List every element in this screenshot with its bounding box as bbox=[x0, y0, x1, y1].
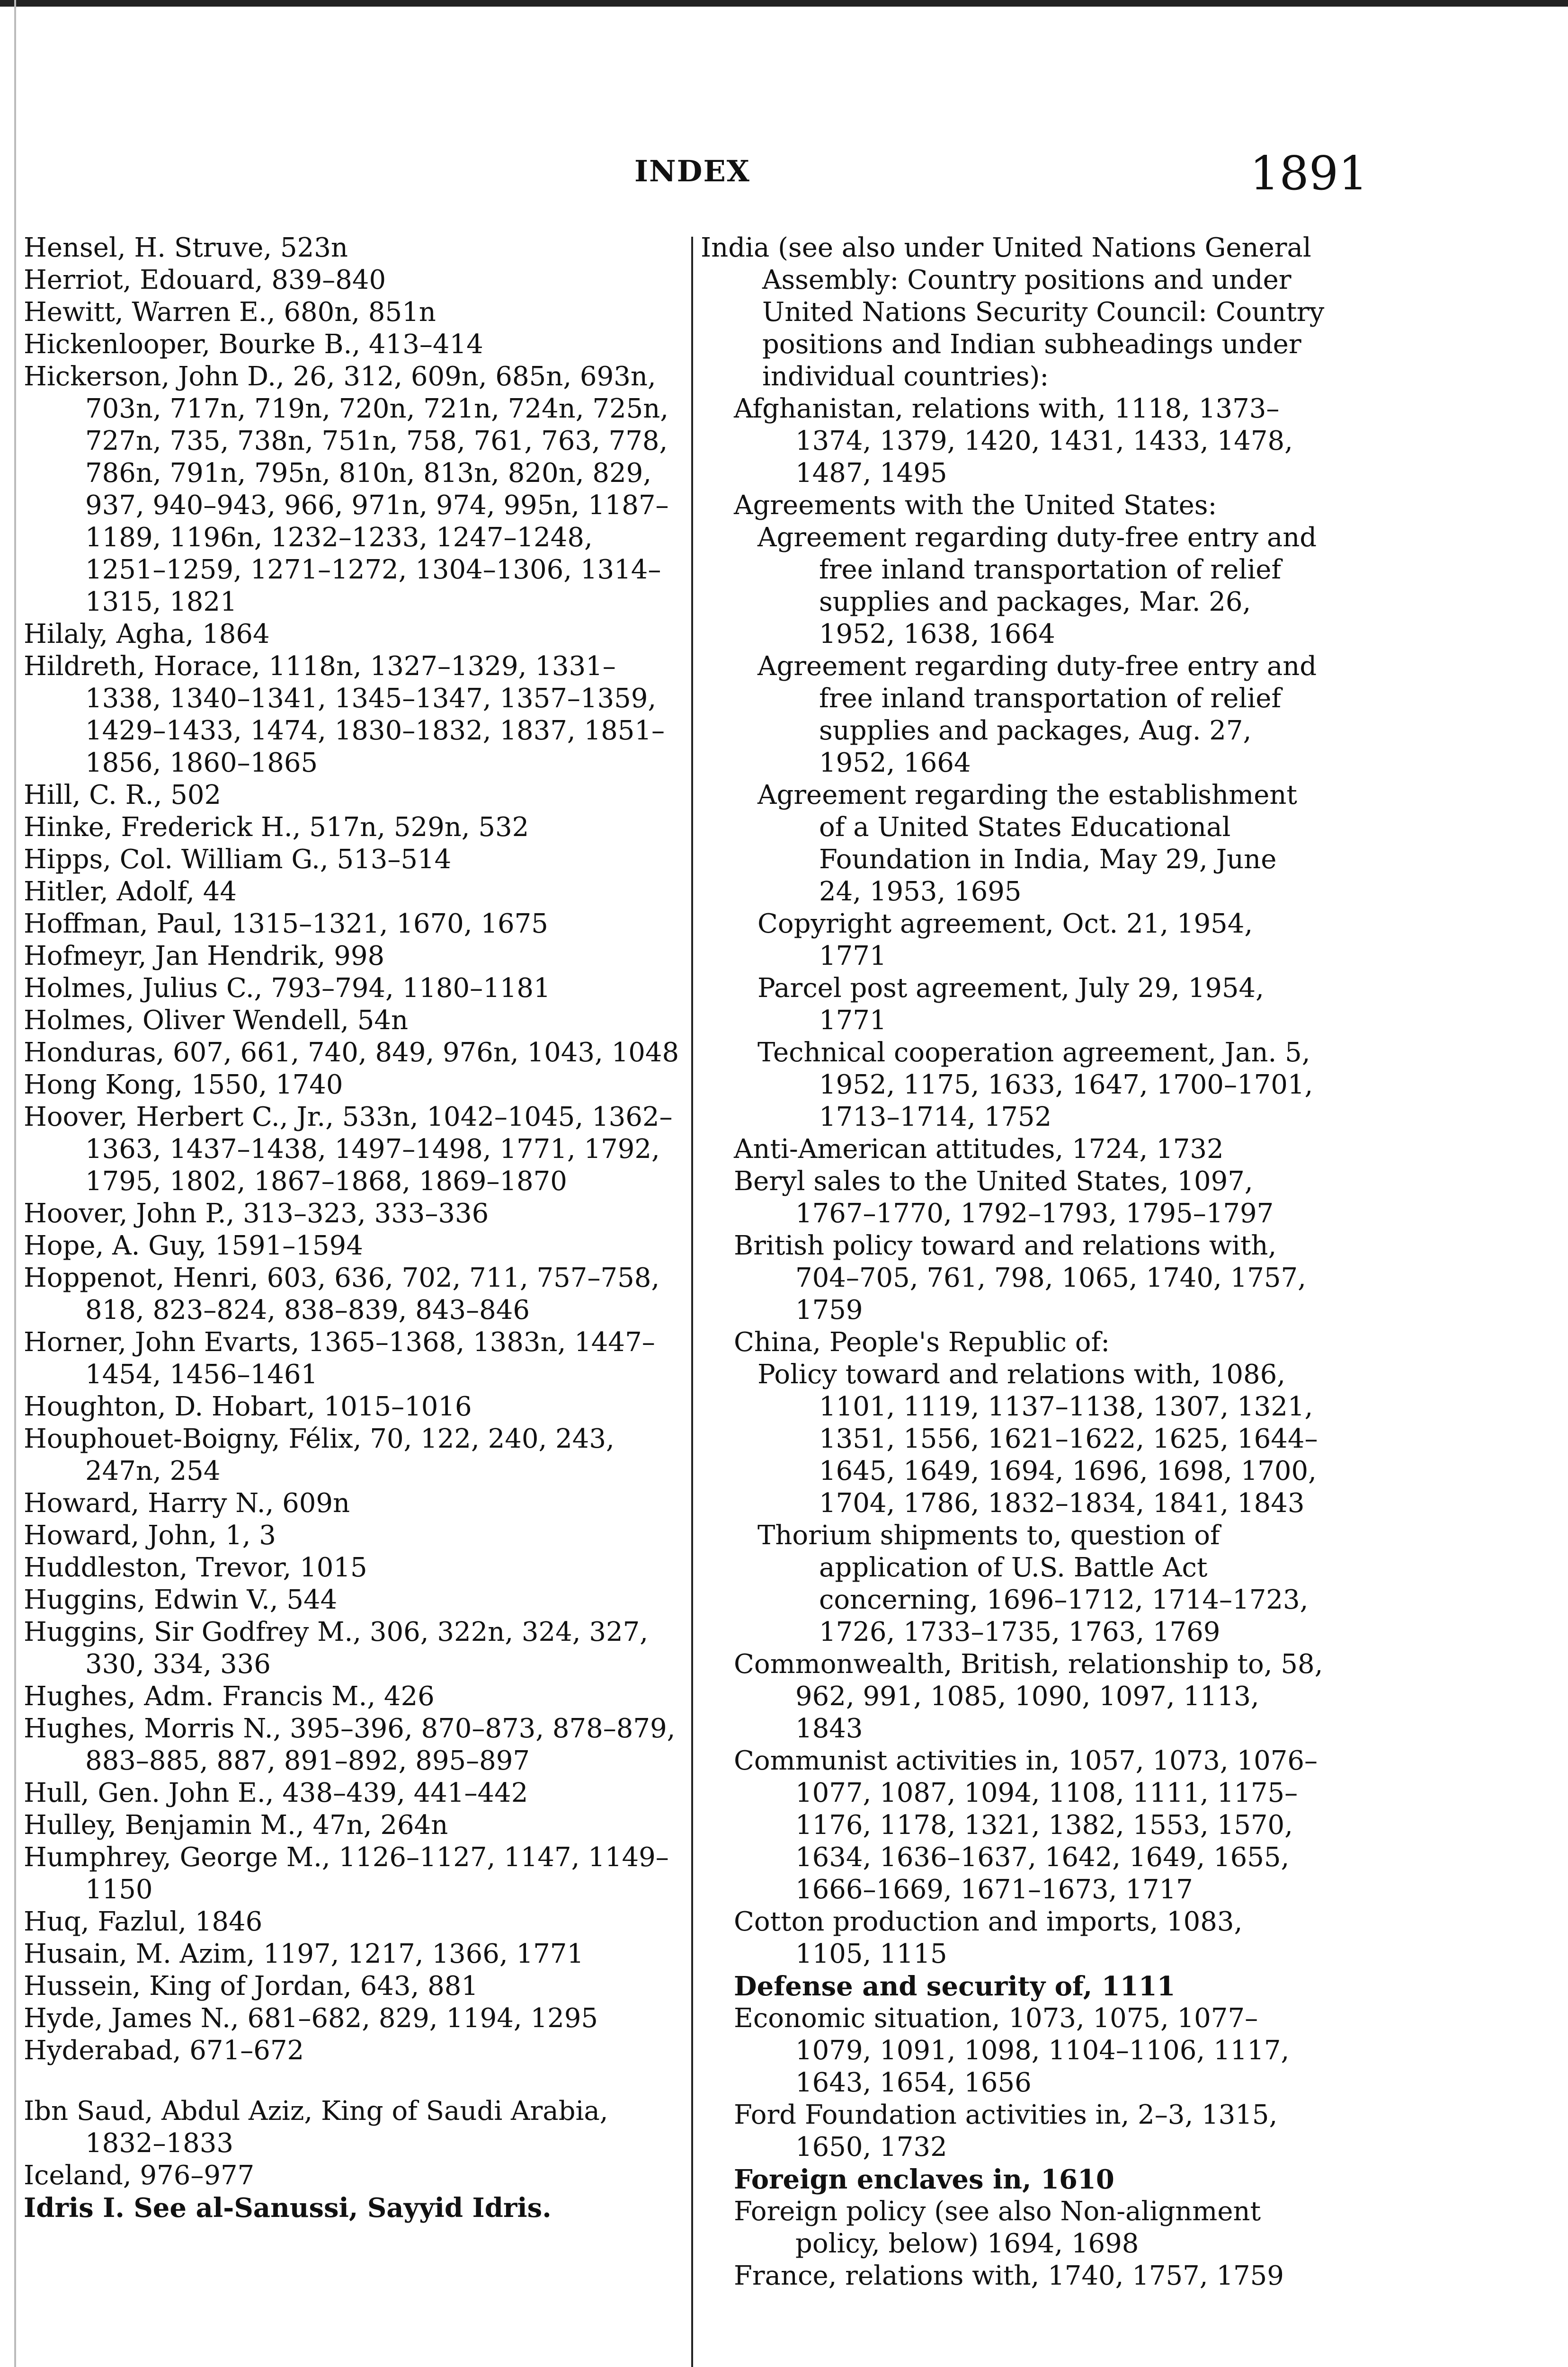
index-subsubentry: Policy toward and relations with, 1086, 1101, 1119, 1137–1138, 1307, 1321, 1351, 1556, 1621–1622, 1625, 1644–1645, 1649, 1694, 1696, 1698, 1700, 1704, 1786, 1832–1834, 1841, 1843 bbox=[757, 1359, 1318, 1519]
index-entry: Hitler, Adolf, 44 bbox=[24, 876, 237, 907]
index-entry: Houghton, D. Hobart, 1015–1016 bbox=[24, 1391, 472, 1422]
index-entry: Hilaly, Agha, 1864 bbox=[24, 619, 270, 650]
index-subentry: Commonwealth, British, relationship to, 58, 962, 991, 1085, 1090, 1097, 1113, 1843 bbox=[734, 1649, 1323, 1744]
index-entry: Hope, A. Guy, 1591–1594 bbox=[24, 1230, 363, 1261]
index-entry: Honduras, 607, 661, 740, 849, 976n, 1043, 1048 bbox=[24, 1037, 679, 1068]
index-entry: Huddleston, Trevor, 1015 bbox=[24, 1552, 367, 1583]
index-entry: Ibn Saud, Abdul Aziz, King of Saudi Arabia, 1832–1833 bbox=[24, 2096, 608, 2159]
index-entry: Humphrey, George M., 1126–1127, 1147, 1149–1150 bbox=[24, 1842, 669, 1905]
index-entry: Hensel, H. Struve, 523n bbox=[24, 232, 348, 263]
index-subsubentry: Parcel post agreement, July 29, 1954, 1771 bbox=[757, 973, 1264, 1036]
index-entry: Howard, John, 1, 3 bbox=[24, 1520, 276, 1551]
index-entry: Herriot, Edouard, 839–840 bbox=[24, 265, 386, 295]
index-subentry: Ford Foundation activities in, 2–3, 1315, 1650, 1732 bbox=[734, 2100, 1278, 2162]
index-subentry: France, relations with, 1740, 1757, 1759 bbox=[734, 2260, 1284, 2291]
index-entry: Huggins, Sir Godfrey M., 306, 322n, 324, 327, 330, 334, 336 bbox=[24, 1617, 649, 1680]
index-subentry: Defense and security of, 1111 bbox=[734, 1971, 1176, 2002]
index-entry: Hulley, Benjamin M., 47n, 264n bbox=[24, 1810, 448, 1841]
index-subentry: Communist activities in, 1057, 1073, 1076–1077, 1087, 1094, 1108, 1111, 1175–1176, 1178, 1321, 1382, 1553, 1570, 1634, 1636–1637, 1642, 1649, 1655, 1666–1669, 1671–1673, 1717 bbox=[734, 1745, 1318, 1905]
index-entry: Huq, Fazlul, 1846 bbox=[24, 1906, 263, 1937]
index-entry: Hinke, Frederick H., 517n, 529n, 532 bbox=[24, 812, 529, 843]
index-subsubentry: Thorium shipments to, question of application of U.S. Battle Act concerning, 1696–1712, 1714–1723, 1726, 1733–1735, 1763, 1769 bbox=[757, 1520, 1309, 1647]
index-subentry: Cotton production and imports, 1083, 1105, 1115 bbox=[734, 1906, 1243, 1969]
index-subentry: Anti-American attitudes, 1724, 1732 bbox=[734, 1134, 1224, 1165]
index-subsubentry: Technical cooperation agreement, Jan. 5, 1952, 1175, 1633, 1647, 1700–1701, 1713–1714, 1752 bbox=[757, 1037, 1313, 1132]
index-subsubentry: Agreement regarding duty-free entry and free inland transportation of relief supplies and packages, Mar. 26, 1952, 1638, 1664 bbox=[757, 522, 1317, 650]
index-entry: Hickerson, John D., 26, 312, 609n, 685n, 693n, 703n, 717n, 719n, 720n, 721n, 724n, 725n, 727n, 735, 738n, 751n, 758, 761, 763, 778, 786n, 791n, 795n, 810n, 813n, 820n, 829, 937, 940–943, 966, 971n, 974, 995n, 1187–1189, 1196n, 1232–1233, 1247–1248, 1251–1259, 1271–1272, 1304–1306, 1314–1315, 1821 bbox=[24, 361, 669, 617]
index-subsubentry: Agreement regarding the establishment of a United States Educational Foundation in India, May 29, June 24, 1953, 1695 bbox=[757, 780, 1297, 907]
index-entry: Hofmeyr, Jan Hendrik, 998 bbox=[24, 941, 385, 971]
index-subentry: Agreements with the United States: bbox=[734, 490, 1217, 521]
index-entry: Hyde, James N., 681–682, 829, 1194, 1295 bbox=[24, 2003, 598, 2034]
index-entry: Hipps, Col. William G., 513–514 bbox=[24, 844, 452, 875]
index-entry-main-heading: India (see also under United Nations General Assembly: Country positions and under United Nations Security Council: Country positions and Indian subheadings under individual countries): bbox=[701, 232, 1325, 392]
index-entry: Howard, Harry N., 609n bbox=[24, 1488, 350, 1519]
index-entry-cross-reference: Idris I. See al-Sanussi, Sayyid Idris. bbox=[24, 2192, 552, 2224]
top-border-rule bbox=[0, 0, 1568, 7]
page-left-edge bbox=[14, 0, 16, 2367]
index-subentry: Beryl sales to the United States, 1097, 1767–1770, 1792–1793, 1795–1797 bbox=[734, 1166, 1274, 1229]
index-entry: Hong Kong, 1550, 1740 bbox=[24, 1069, 343, 1100]
index-entry: Hoover, Herbert C., Jr., 533n, 1042–1045, 1362–1363, 1437–1438, 1497–1498, 1771, 1792, 1795, 1802, 1867–1868, 1869–1870 bbox=[24, 1102, 673, 1197]
index-subsubentry: Agreement regarding duty-free entry and free inland transportation of relief supplies and packages, Aug. 27, 1952, 1664 bbox=[757, 651, 1317, 778]
index-entry: Hoppenot, Henri, 603, 636, 702, 711, 757–758, 818, 823–824, 838–839, 843–846 bbox=[24, 1263, 660, 1326]
index-entry: Iceland, 976–977 bbox=[24, 2160, 255, 2191]
index-entry: Hickenlooper, Bourke B., 413–414 bbox=[24, 329, 483, 360]
index-entry: Holmes, Oliver Wendell, 54n bbox=[24, 1005, 409, 1036]
index-entry: Hoffman, Paul, 1315–1321, 1670, 1675 bbox=[24, 908, 548, 939]
index-entry: Husain, M. Azim, 1197, 1217, 1366, 1771 bbox=[24, 1939, 584, 1969]
index-entry: Hildreth, Horace, 1118n, 1327–1329, 1331–1338, 1340–1341, 1345–1347, 1357–1359, 1429–1433, 1474, 1830–1832, 1837, 1851–1856, 1860–1865 bbox=[24, 651, 665, 778]
index-entry: Hughes, Adm. Francis M., 426 bbox=[24, 1681, 435, 1712]
right-column bbox=[701, 232, 1326, 2292]
index-entry: Hughes, Morris N., 395–396, 870–873, 878–879, 883–885, 887, 891–892, 895–897 bbox=[24, 1713, 676, 1776]
index-entry: Hewitt, Warren E., 680n, 851n bbox=[24, 297, 436, 328]
index-subentry: China, People's Republic of: bbox=[734, 1327, 1110, 1358]
index-entry: Hyderabad, 671–672 bbox=[24, 2035, 304, 2066]
page-number: 1891 bbox=[1250, 147, 1368, 201]
index-entry: Horner, John Evarts, 1365–1368, 1383n, 1447–1454, 1456–1461 bbox=[24, 1327, 655, 1390]
index-subentry: British policy toward and relations with, 704–705, 761, 798, 1065, 1740, 1757, 1759 bbox=[734, 1230, 1306, 1326]
index-entry: Hull, Gen. John E., 438–439, 441–442 bbox=[24, 1778, 528, 1808]
index-entry: Hill, C. R., 502 bbox=[24, 780, 222, 810]
index-subentry: Foreign policy (see also Non-alignment policy, below) 1694, 1698 bbox=[734, 2196, 1261, 2259]
index-subentry: Afghanistan, relations with, 1118, 1373–1374, 1379, 1420, 1431, 1433, 1478, 1487, 1495 bbox=[734, 393, 1293, 489]
index-entry: Hoover, John P., 313–323, 333–336 bbox=[24, 1198, 489, 1229]
index-entry: Hussein, King of Jordan, 643, 881 bbox=[24, 1971, 479, 2002]
index-subentry: Foreign enclaves in, 1610 bbox=[734, 2164, 1114, 2195]
index-subsubentry: Copyright agreement, Oct. 21, 1954, 1771 bbox=[757, 908, 1253, 971]
index-entry: Huggins, Edwin V., 544 bbox=[24, 1584, 338, 1615]
column-divider bbox=[691, 237, 693, 2367]
index-entry: Holmes, Julius C., 793–794, 1180–1181 bbox=[24, 973, 551, 1004]
index-subentry: Economic situation, 1073, 1075, 1077–1079, 1091, 1098, 1104–1106, 1117, 1643, 1654, 1656 bbox=[734, 2003, 1290, 2098]
left-column bbox=[24, 232, 682, 2224]
index-entry: Houphouet-Boigny, Félix, 70, 122, 240, 243, 247n, 254 bbox=[24, 1424, 615, 1486]
running-header: INDEX bbox=[634, 154, 750, 188]
